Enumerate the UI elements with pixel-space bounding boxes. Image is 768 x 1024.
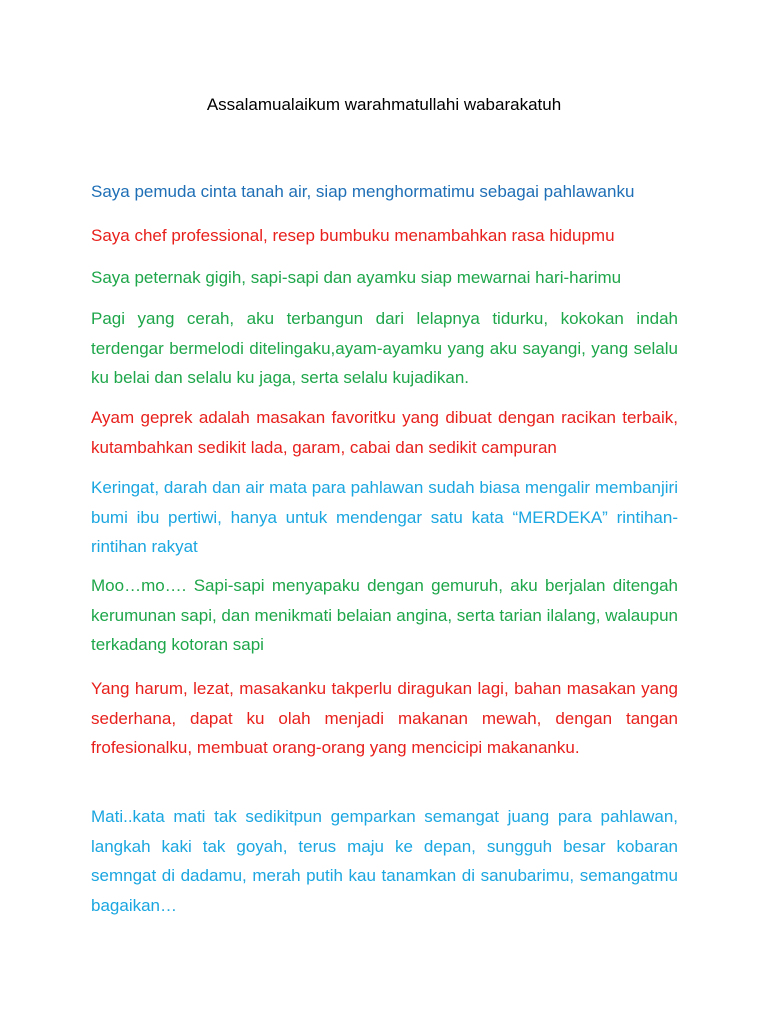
paragraph-peternak: Saya peternak gigih, sapi-sapi dan ayamku siap mewarnai hari-harimu xyxy=(91,268,622,287)
paragraph-pemuda: Saya pemuda cinta tanah air, siap menghormatimu sebagai pahlawanku xyxy=(91,182,635,201)
greeting-heading: Assalamualaikum warahmatullahi wabarakatuh xyxy=(206,95,562,114)
paragraph-moo: Moo…mo…. Sapi-sapi menyapaku dengan gemuruh, aku berjalan ditengah kerumunan sapi, dan menikmati belaian angina, serta tarian ilalang, walaupun terkadang kotoran sapi xyxy=(91,576,678,654)
paragraph-chef: Saya chef professional, resep bumbuku menambahkan rasa hidupmu xyxy=(91,226,615,245)
paragraph-yang-harum: Yang harum, lezat, masakanku takperlu diragukan lagi, bahan masakan yang sederhana, dapat ku olah menjadi makanan mewah, dengan tangan frofesionalku, membuat orang-orang yang mencicipi makananku. xyxy=(91,679,678,757)
paragraph-keringat: Keringat, darah dan air mata para pahlawan sudah biasa mengalir membanjiri bumi ibu pertiwi, hanya untuk mendengar satu kata “MERDEKA” rintihan-rintihan rakyat xyxy=(91,478,678,556)
paragraph-mati: Mati..kata mati tak sedikitpun gemparkan semangat juang para pahlawan, langkah kaki tak goyah, terus maju ke depan, sungguh besar kobaran semngat di dadamu, merah putih kau tanamkan di sanubarimu, semangatmu bagaikan… xyxy=(91,807,678,915)
paragraph-pagi: Pagi yang cerah, aku terbangun dari lelapnya tidurku, kokokan indah terdengar bermelodi ditelingaku,ayam-ayamku yang aku sayangi, yang selalu ku belai dan selalu ku jaga, serta selalu kujadikan. xyxy=(91,309,678,387)
paragraph-ayam-geprek: Ayam geprek adalah masakan favoritku yang dibuat dengan racikan terbaik, kutambahkan sedikit lada, garam, cabai dan sedikit campuran xyxy=(91,408,678,457)
